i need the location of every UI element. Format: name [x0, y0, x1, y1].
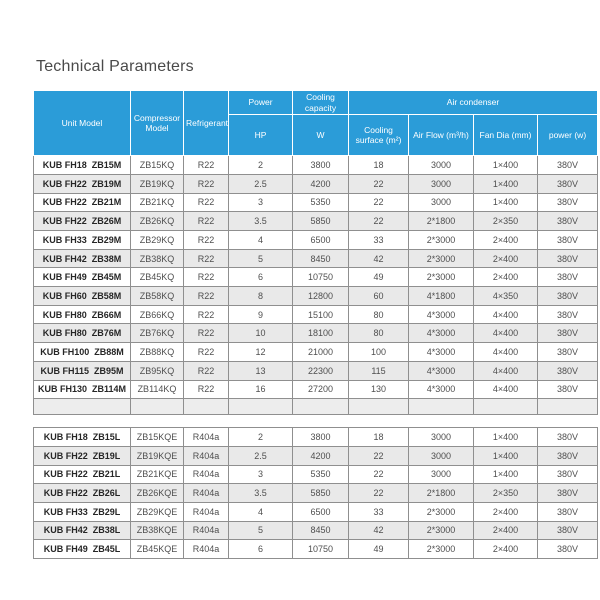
- table-cell: 2: [229, 428, 293, 447]
- table-cell: ZB26KQE: [131, 484, 184, 503]
- table-cell: R22: [184, 193, 229, 212]
- table-cell: 3800: [293, 156, 349, 175]
- table-cell: R22: [184, 268, 229, 287]
- table-row: [34, 193, 598, 212]
- table-row: [34, 540, 598, 559]
- table-cell: R22: [184, 324, 229, 343]
- table-row: [34, 502, 598, 521]
- table-row: [34, 231, 598, 250]
- table-cell: 2*3000: [409, 540, 474, 559]
- table-cell: R22: [184, 343, 229, 362]
- table-cell: 33: [349, 502, 409, 521]
- table-cell: 380V: [538, 231, 598, 250]
- table-row: [34, 343, 598, 362]
- table-row: [34, 174, 598, 193]
- table-cell: R22: [184, 231, 229, 250]
- header-air-flow: Air Flow (m³/h): [409, 115, 474, 156]
- table-header: [34, 91, 598, 156]
- table-row: [34, 380, 598, 399]
- table-cell: 22300: [293, 361, 349, 380]
- table-cell: 380V: [538, 380, 598, 399]
- table-cell: ZB66KQ: [131, 305, 184, 324]
- table-cell: 4×350: [474, 287, 538, 306]
- unit-model-cell: KUB FH49 ZB45M: [34, 268, 131, 287]
- table-cell: ZB38KQ: [131, 249, 184, 268]
- table-cell: 22: [349, 193, 409, 212]
- header-unit-model: Unit Model: [34, 91, 131, 156]
- table-cell: 380V: [538, 156, 598, 175]
- table-cell: 3: [229, 193, 293, 212]
- table-row: [34, 212, 598, 231]
- empty-row: [34, 399, 598, 415]
- header-fan-dia: Fan Dia (mm): [474, 115, 538, 156]
- table-cell: 2×400: [474, 249, 538, 268]
- table-cell: 2×400: [474, 540, 538, 559]
- table-cell: 21000: [293, 343, 349, 362]
- table-cell: 3000: [409, 174, 474, 193]
- unit-model-cell: KUB FH22 ZB21M: [34, 193, 131, 212]
- table-cell: 380V: [538, 465, 598, 484]
- table-row: [34, 249, 598, 268]
- table-row: [34, 324, 598, 343]
- table-cell: 12800: [293, 287, 349, 306]
- table-cell: 380V: [538, 361, 598, 380]
- table-cell: 3000: [409, 446, 474, 465]
- unit-model-cell: KUB FH80 ZB76M: [34, 324, 131, 343]
- table-cell: R22: [184, 249, 229, 268]
- header-power-w: power (w): [538, 115, 598, 156]
- unit-model-cell: KUB FH130 ZB114M: [34, 380, 131, 399]
- table-cell: 8450: [293, 521, 349, 540]
- table-cell: 16: [229, 380, 293, 399]
- table-cell: 5850: [293, 212, 349, 231]
- table-cell: 4×400: [474, 361, 538, 380]
- table-cell: 380V: [538, 343, 598, 362]
- table-cell: 4×400: [474, 305, 538, 324]
- table-cell: 1×400: [474, 174, 538, 193]
- page-title: Technical Parameters: [36, 58, 194, 75]
- table-cell: 4*3000: [409, 343, 474, 362]
- unit-model-cell: KUB FH60 ZB58M: [34, 287, 131, 306]
- table-cell: 49: [349, 268, 409, 287]
- table-cell: 49: [349, 540, 409, 559]
- table-cell: 6: [229, 268, 293, 287]
- table-cell: 380V: [538, 502, 598, 521]
- table-cell: 6: [229, 540, 293, 559]
- table-cell: 42: [349, 521, 409, 540]
- table-cell: 3.5: [229, 212, 293, 231]
- table-cell: ZB19KQ: [131, 174, 184, 193]
- table-cell: 2×350: [474, 212, 538, 231]
- table-row: [34, 521, 598, 540]
- header-power: Power: [229, 91, 293, 115]
- table-cell: 6500: [293, 502, 349, 521]
- table-cell: 1×400: [474, 465, 538, 484]
- table-cell: 2*3000: [409, 231, 474, 250]
- table-cell: 4×400: [474, 324, 538, 343]
- table-cell: 3: [229, 465, 293, 484]
- table-cell: 2×400: [474, 502, 538, 521]
- table-cell: 18100: [293, 324, 349, 343]
- table-cell: 5350: [293, 193, 349, 212]
- table-cell: 2.5: [229, 446, 293, 465]
- table-cell: 22: [349, 212, 409, 231]
- table-cell: R22: [184, 174, 229, 193]
- table-cell: 2*3000: [409, 249, 474, 268]
- parameters-table-r404a: [33, 427, 598, 559]
- table-cell: 1×400: [474, 156, 538, 175]
- table-cell: 5850: [293, 484, 349, 503]
- table-cell: 4×400: [474, 380, 538, 399]
- unit-model-cell: KUB FH115 ZB95M: [34, 361, 131, 380]
- table-cell: 10750: [293, 540, 349, 559]
- table-cell: 4*3000: [409, 380, 474, 399]
- table-cell: ZB45KQ: [131, 268, 184, 287]
- table-cell: 380V: [538, 212, 598, 231]
- table-cell: 380V: [538, 446, 598, 465]
- table-cell: ZB29KQE: [131, 502, 184, 521]
- table-cell: R404a: [184, 502, 229, 521]
- header-air-condenser: Air condenser: [349, 91, 598, 115]
- table-cell: 2*1800: [409, 212, 474, 231]
- unit-model-cell: KUB FH49 ZB45L: [34, 540, 131, 559]
- unit-model-cell: KUB FH42 ZB38L: [34, 521, 131, 540]
- table-row: [34, 268, 598, 287]
- unit-model-cell: KUB FH80 ZB66M: [34, 305, 131, 324]
- table-cell: R404a: [184, 465, 229, 484]
- table-cell: 10750: [293, 268, 349, 287]
- table-cell: 3000: [409, 465, 474, 484]
- unit-model-cell: KUB FH33 ZB29M: [34, 231, 131, 250]
- table-cell: 18: [349, 156, 409, 175]
- parameters-table-r22: [33, 90, 598, 415]
- table-cell: 3.5: [229, 484, 293, 503]
- table-cell: 2×400: [474, 521, 538, 540]
- table-cell: 3800: [293, 428, 349, 447]
- unit-model-cell: KUB FH22 ZB19M: [34, 174, 131, 193]
- table-cell: 4*3000: [409, 361, 474, 380]
- unit-model-cell: KUB FH18 ZB15M: [34, 156, 131, 175]
- table-cell: ZB15KQE: [131, 428, 184, 447]
- table-cell: 8: [229, 287, 293, 306]
- table-cell: 115: [349, 361, 409, 380]
- table-cell: 42: [349, 249, 409, 268]
- table-cell: 380V: [538, 287, 598, 306]
- header-w: W: [293, 115, 349, 156]
- table-cell: ZB38KQE: [131, 521, 184, 540]
- table-cell: 4: [229, 502, 293, 521]
- table-cell: 2*1800: [409, 484, 474, 503]
- table-cell: 6500: [293, 231, 349, 250]
- table-cell: ZB26KQ: [131, 212, 184, 231]
- table-row: [34, 156, 598, 175]
- table-cell: 5: [229, 521, 293, 540]
- table-cell: 2×400: [474, 231, 538, 250]
- header-cooling-capacity: Cooling capacity: [293, 91, 349, 115]
- table-cell: 380V: [538, 174, 598, 193]
- table-cell: 380V: [538, 305, 598, 324]
- table-cell: ZB29KQ: [131, 231, 184, 250]
- table-cell: 4×400: [474, 343, 538, 362]
- table-cell: 380V: [538, 484, 598, 503]
- table-cell: 80: [349, 305, 409, 324]
- table-cell: 3000: [409, 428, 474, 447]
- table-cell: ZB19KQE: [131, 446, 184, 465]
- table-cell: 1×400: [474, 193, 538, 212]
- table-cell: 18: [349, 428, 409, 447]
- table-cell: 380V: [538, 268, 598, 287]
- table-cell: ZB58KQ: [131, 287, 184, 306]
- table-cell: 22: [349, 446, 409, 465]
- table-cell: 380V: [538, 324, 598, 343]
- table-cell: 380V: [538, 540, 598, 559]
- table-cell: ZB45KQE: [131, 540, 184, 559]
- table-cell: 80: [349, 324, 409, 343]
- table-cell: 2*3000: [409, 268, 474, 287]
- unit-model-cell: KUB FH33 ZB29L: [34, 502, 131, 521]
- table-cell: R22: [184, 380, 229, 399]
- table-cell: 130: [349, 380, 409, 399]
- table-cell: 100: [349, 343, 409, 362]
- table-cell: R22: [184, 361, 229, 380]
- table-cell: 2: [229, 156, 293, 175]
- table-cell: R22: [184, 287, 229, 306]
- unit-model-cell: KUB FH22 ZB19L: [34, 446, 131, 465]
- table-body-r22: [34, 156, 598, 399]
- table-cell: R22: [184, 156, 229, 175]
- table-cell: R404a: [184, 428, 229, 447]
- table-cell: 4200: [293, 174, 349, 193]
- table-cell: 1×400: [474, 428, 538, 447]
- unit-model-cell: KUB FH100 ZB88M: [34, 343, 131, 362]
- table-cell: 22: [349, 465, 409, 484]
- table-cell: 22: [349, 174, 409, 193]
- table-cell: ZB76KQ: [131, 324, 184, 343]
- table-cell: 15100: [293, 305, 349, 324]
- table-cell: 4200: [293, 446, 349, 465]
- table-row: [34, 484, 598, 503]
- table-cell: 2×350: [474, 484, 538, 503]
- table-cell: R404a: [184, 446, 229, 465]
- unit-model-cell: KUB FH18 ZB15L: [34, 428, 131, 447]
- table-cell: R404a: [184, 540, 229, 559]
- table-cell: 1×400: [474, 446, 538, 465]
- table-cell: 380V: [538, 521, 598, 540]
- table-row: [34, 465, 598, 484]
- table-cell: R22: [184, 212, 229, 231]
- table-cell: 2*3000: [409, 502, 474, 521]
- table-cell: 380V: [538, 428, 598, 447]
- table-cell: 5350: [293, 465, 349, 484]
- table-cell: 33: [349, 231, 409, 250]
- table-cell: 12: [229, 343, 293, 362]
- unit-model-cell: KUB FH22 ZB26M: [34, 212, 131, 231]
- header-compressor-model: Compressor Model: [131, 91, 184, 156]
- table-cell: 9: [229, 305, 293, 324]
- table-cell: ZB114KQ: [131, 380, 184, 399]
- table-cell: 2*3000: [409, 521, 474, 540]
- table-cell: R404a: [184, 521, 229, 540]
- table-cell: 4*1800: [409, 287, 474, 306]
- header-hp: HP: [229, 115, 293, 156]
- table-cell: 4*3000: [409, 324, 474, 343]
- separator-row: [34, 399, 598, 415]
- table-block-gap: [33, 415, 597, 427]
- table-row: [34, 446, 598, 465]
- table-cell: 8450: [293, 249, 349, 268]
- table-cell: ZB88KQ: [131, 343, 184, 362]
- table-cell: 4: [229, 231, 293, 250]
- table-row: [34, 428, 598, 447]
- header-cooling-surface: Cooling surface (m²): [349, 115, 409, 156]
- table-cell: 10: [229, 324, 293, 343]
- table-cell: 3000: [409, 156, 474, 175]
- table-cell: 22: [349, 484, 409, 503]
- table-cell: 2.5: [229, 174, 293, 193]
- table-row: [34, 305, 598, 324]
- table-cell: 380V: [538, 249, 598, 268]
- table-cell: R404a: [184, 484, 229, 503]
- unit-model-cell: KUB FH22 ZB21L: [34, 465, 131, 484]
- table-cell: 4*3000: [409, 305, 474, 324]
- table-cell: ZB21KQE: [131, 465, 184, 484]
- table-cell: 3000: [409, 193, 474, 212]
- table-cell: ZB21KQ: [131, 193, 184, 212]
- table-cell: ZB15KQ: [131, 156, 184, 175]
- table-row: [34, 287, 598, 306]
- table-cell: 2×400: [474, 268, 538, 287]
- unit-model-cell: KUB FH42 ZB38M: [34, 249, 131, 268]
- table-cell: 5: [229, 249, 293, 268]
- table-row: [34, 361, 598, 380]
- header-refrigerant: Refrigerant: [184, 91, 229, 156]
- table-cell: R22: [184, 305, 229, 324]
- table-cell: 60: [349, 287, 409, 306]
- table-cell: 27200: [293, 380, 349, 399]
- table-cell: 380V: [538, 193, 598, 212]
- unit-model-cell: KUB FH22 ZB26L: [34, 484, 131, 503]
- table-body-r404a: [34, 428, 598, 559]
- table-cell: ZB95KQ: [131, 361, 184, 380]
- table-cell: 13: [229, 361, 293, 380]
- technical-parameters-table-wrap: [33, 90, 597, 559]
